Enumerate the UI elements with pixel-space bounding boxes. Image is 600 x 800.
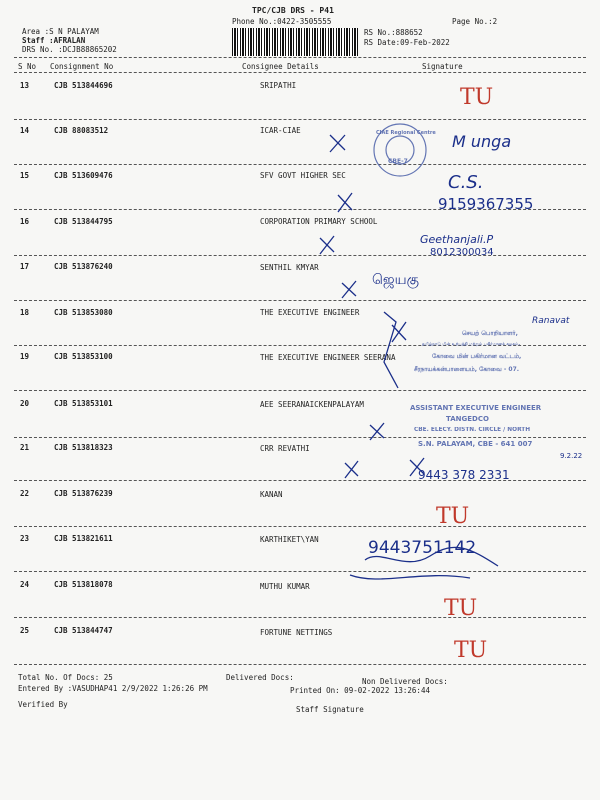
row-sno: 17: [20, 262, 30, 271]
column-header-signature: Signature: [422, 62, 463, 71]
row-sno: 24: [20, 580, 30, 589]
row-consignee: SFV GOVT HIGHER SEC: [260, 171, 346, 180]
rs-number: RS No.:888652: [364, 28, 423, 37]
verified-by: Verified By: [18, 700, 68, 709]
row-consignment: CJB 513818323: [54, 443, 113, 452]
tamil-stamp-line3: கோவை மின் பகிர்மான வட்டம்,: [432, 353, 522, 360]
aee-stamp-line1: ASSISTANT EXECUTIVE ENGINEER: [410, 404, 542, 412]
tamil-stamp-line4: சீரநாயக்கன்பாளையம், கோவை - 07.: [414, 366, 520, 373]
handwritten-name: Geethanjali.P: [420, 233, 494, 246]
non-delivered-docs: Non Delivered Docs:: [362, 677, 448, 686]
stamp-bracket: [384, 312, 398, 388]
row-consignment: CJB 513818078: [54, 580, 113, 589]
handwritten-initials: TU: [454, 638, 488, 663]
staff-label: Staff :AFRALAN: [22, 36, 86, 45]
row-consignee: SENTHIL KMYAR: [260, 263, 319, 272]
row-sno: 20: [20, 399, 30, 408]
row-consignment: CJB 513609476: [54, 171, 113, 180]
delivered-docs: Delivered Docs:: [226, 673, 294, 682]
row-consignee: AEE SEERANAICKENPALAYAM: [260, 400, 364, 409]
staff-signature: Staff Signature: [296, 705, 364, 714]
area-label: Area :S N PALAYAM: [22, 27, 99, 36]
handwritten-phone: 9443751142: [368, 538, 477, 558]
row-sno: 16: [20, 217, 30, 226]
aee-stamp-line2: TANGEDCO: [446, 415, 489, 423]
handwritten-signature: M unga: [452, 132, 512, 151]
row-consignee: THE EXECUTIVE ENGINEER: [260, 308, 360, 317]
row-consignment: CJB 88083512: [54, 126, 109, 135]
ciae-stamp-ring-text: CIAE Regional Centre: [376, 130, 436, 136]
handwritten-signature: Ranavat: [532, 316, 570, 326]
tick-mark: [392, 322, 406, 342]
row-consignment: CJB 513876240: [54, 262, 113, 271]
total-docs: Total No. Of Docs: 25: [18, 673, 113, 682]
tick-mark: [370, 423, 384, 440]
column-header-consignee: Consignee Details: [242, 62, 319, 71]
page-number: Page No.:2: [452, 17, 498, 26]
row-sno: 18: [20, 308, 30, 317]
rs-date: RS Date:09-Feb-2022: [364, 38, 450, 47]
column-header-consignment: Consignment No: [50, 62, 114, 71]
squiggle-signature: [350, 575, 470, 579]
row-sno: 14: [20, 126, 30, 135]
row-consignment: CJB 513853080: [54, 308, 113, 317]
handwritten-initials: TU: [436, 504, 470, 529]
drs-number: DRS No. :DCJB88865202: [22, 45, 117, 54]
ciae-stamp-center: CBE-7: [388, 158, 408, 165]
handwritten-phone: 8012300034: [430, 247, 494, 258]
row-sno: 23: [20, 534, 30, 543]
tamil-stamp-line1: செயற் பொறியாளர்,: [462, 330, 518, 337]
row-consignee: THE EXECUTIVE ENGINEER SEERANA: [260, 353, 396, 362]
row-consignment: CJB 513844747: [54, 626, 113, 635]
row-sno: 19: [20, 352, 30, 361]
tick-mark: [330, 135, 345, 152]
row-consignee: KARTHIKET\YAN: [260, 535, 319, 544]
handwritten-signature: C.S.: [448, 172, 484, 193]
row-consignee: SRIPATHI: [260, 81, 297, 90]
handwritten-initials: TU: [444, 596, 478, 621]
row-consignee: FORTUNE NETTINGS: [260, 628, 333, 637]
row-consignment: CJB 513876239: [54, 489, 113, 498]
handwritten-phone: 9159367355: [438, 195, 534, 213]
row-consignment: CJB 513853101: [54, 399, 113, 408]
row-consignment: CJB 513821611: [54, 534, 113, 543]
row-consignee: CRR REVATHI: [260, 444, 310, 453]
row-consignee: ICAR-CIAE: [260, 126, 301, 135]
entered-by: Entered By :VASUDHAP41 2/9/2022 1:26:26 PM: [18, 684, 208, 693]
row-consignee: KANAN: [260, 490, 283, 499]
phone-number: Phone No.:0422-3505555: [232, 17, 332, 26]
row-consignee: CORPORATION PRIMARY SCHOOL: [260, 217, 378, 226]
row-sno: 15: [20, 171, 30, 180]
column-header-sno: S No: [18, 62, 37, 71]
tick-mark: [320, 236, 334, 254]
row-consignment: CJB 513853100: [54, 352, 113, 361]
handwritten-phone: 9443 378 2331: [418, 468, 510, 482]
handwritten-signature: ஜெயகு: [372, 272, 419, 288]
row-sno: 22: [20, 489, 30, 498]
row-sno: 21: [20, 443, 30, 452]
document-title: TPC/CJB DRS - P41: [252, 6, 334, 15]
row-sno: 25: [20, 626, 30, 635]
row-sno: 13: [20, 81, 30, 90]
row-consignee: MUTHU KUMAR: [260, 582, 310, 591]
printed-on: Printed On: 09-02-2022 13:26:44: [290, 686, 430, 695]
row-consignment: CJB 513844795: [54, 217, 113, 226]
handwritten-initials: TU: [460, 85, 494, 110]
aee-stamp-line4: S.N. PALAYAM, CBE - 641 007: [418, 440, 533, 448]
row-consignment: CJB 513844696: [54, 81, 113, 90]
tamil-stamp-line2: தமிழ்நாடு மின் உற்பத்தி மற்றும் பகிர்மானக் கழகம்,: [422, 341, 521, 346]
tick-mark: [342, 281, 356, 298]
handwritten-date: 9.2.22: [560, 452, 583, 460]
tick-mark: [345, 461, 358, 478]
tick-mark: [338, 193, 352, 212]
aee-stamp-line3: CBE. ELECY. DISTN. CIRCLE / NORTH: [414, 427, 531, 433]
